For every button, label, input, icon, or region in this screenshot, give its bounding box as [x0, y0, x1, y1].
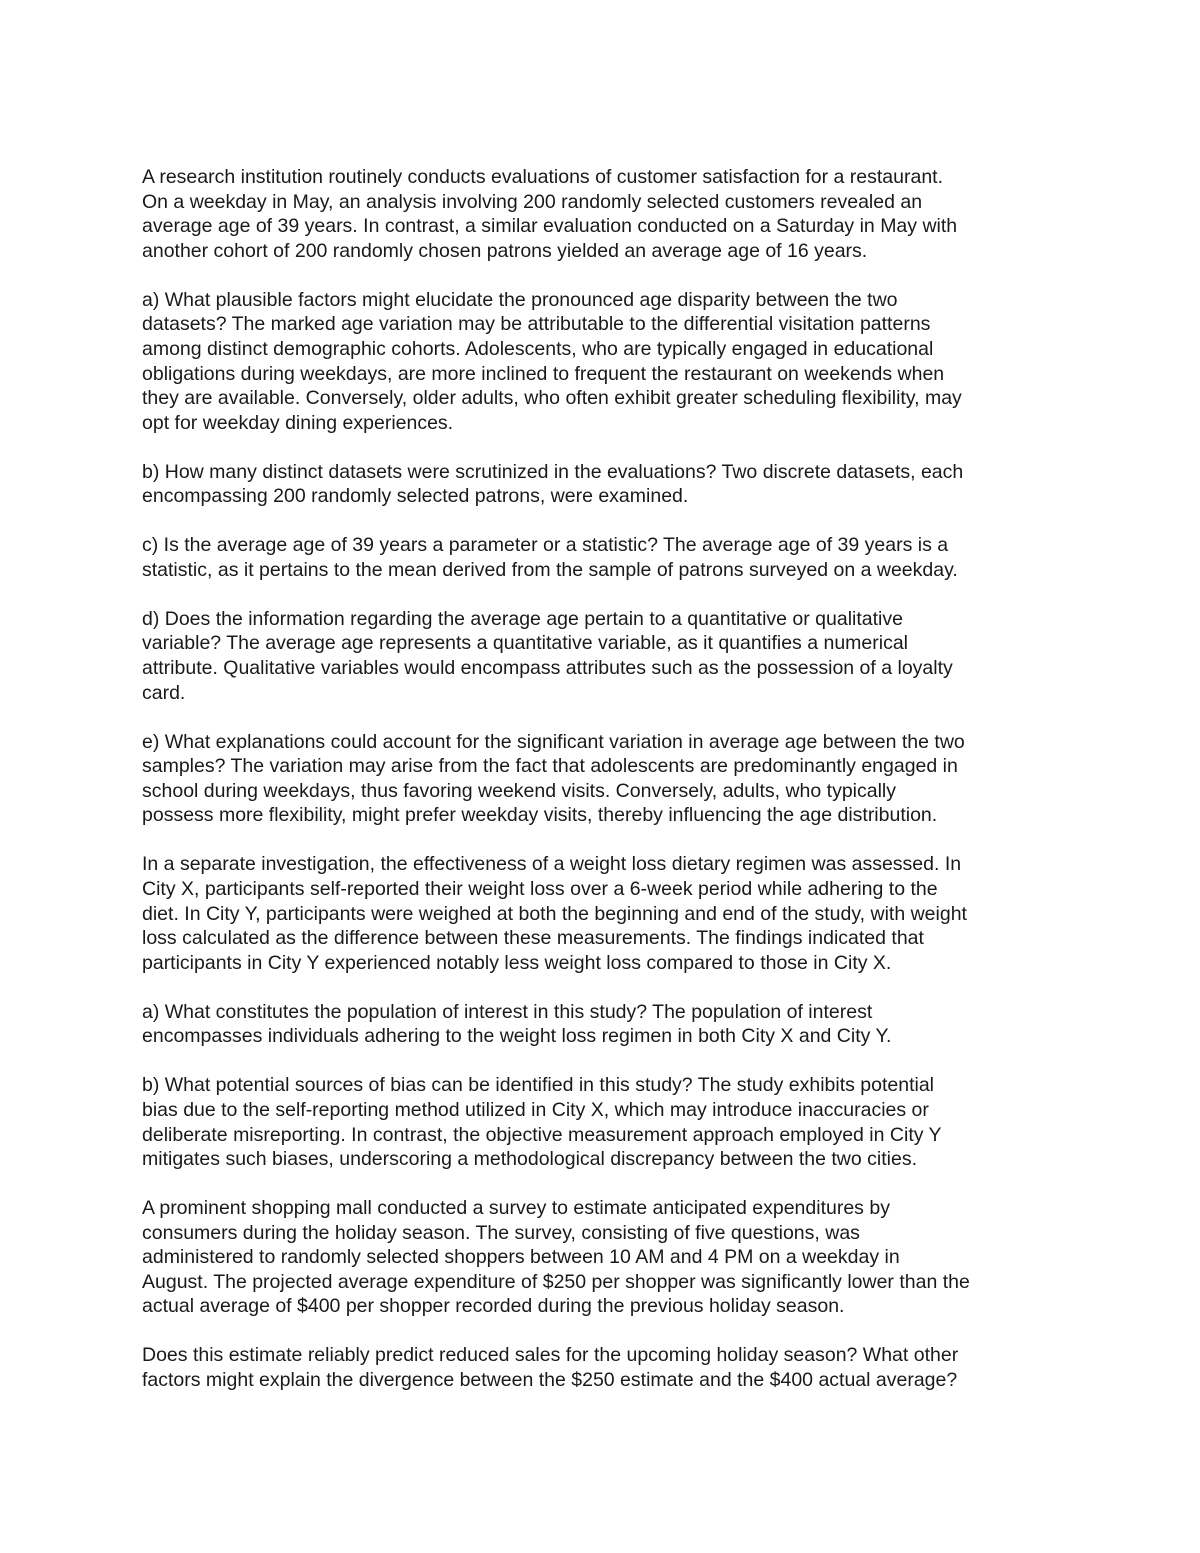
paragraph-shopping-mall-intro: A prominent shopping mall conducted a survey to estimate anticipated expenditures by consumers during the holiday season. The survey, consisting of five questions, was administered to randomly selected shoppers between 10 AM and 4 PM on a weekday in August. The projected average expenditure of $250 per shopper was significantly lower than the actual average of $400 per shopper recorded during the previous holiday season. [142, 1197, 970, 1318]
paragraph-question-a-age-disparity: a) What plausible factors might elucidate the pronounced age disparity between the two datasets? The marked age variation may be attributable to the differential visitation patterns among distinct demographic cohorts. Adolescents, who are typically engaged in educational obligations during weekdays, are more inclined to frequent the restaurant on weekends when they are available. Conversely, older adults, who often exhibit greater scheduling flexibility, may opt for weekday dining experiences. [142, 288, 962, 434]
paragraph-question-d-variable-type: d) Does the information regarding the average age pertain to a quantitative or qualitative variable? The average age represents a quantitative variable, as it quantifies a numerical attribute. Qualitative variables would encompass attributes such as the possession of a loyalty card. [142, 607, 953, 704]
paragraph-question-b-bias: b) What potential sources of bias can be identified in this study? The study exhibits potential bias due to the self-reporting method utilized in City X, which may introduce inaccuracies or deliberate misreporting. In contrast, the objective measurement approach employed in City Y mitigates such biases, underscoring a methodological discrepancy between the two cities. [142, 1074, 942, 1171]
paragraph-restaurant-intro: A research institution routinely conducts evaluations of customer satisfaction for a restaurant. On a weekday in May, an analysis involving 200 randomly selected customers revealed an average age of 39 years. In contrast, a similar evaluation conducted on a Saturday in May with another cohort of 200 randomly chosen patrons yielded an average age of 16 years. [142, 166, 958, 262]
paragraph-weight-loss-intro: In a separate investigation, the effectiveness of a weight loss dietary regimen was assessed. In City X, participants self-reported their weight loss over a 6-week period while adhering to the diet. In City Y, participants were weighed at both the beginning and end of the study, with weight loss calculated as the difference between these measurements. The findings indicated that participants in City Y experienced notably less weight loss compared to those in City X. [142, 853, 967, 974]
paragraph-shopping-mall-question: Does this estimate reliably predict reduced sales for the upcoming holiday season? What other factors might explain the divergence between the $250 estimate and the $400 actual average? [142, 1344, 959, 1392]
paragraph-question-a-population: a) What constitutes the population of interest in this study? The population of interest encompasses individuals adhering to the weight loss regimen in both City X and City Y. [142, 1000, 892, 1048]
document-body [142, 165, 1072, 1393]
paragraph-question-b-datasets: b) How many distinct datasets were scrutinized in the evaluations? Two discrete datasets, each encompassing 200 randomly selected patrons, were examined. [142, 460, 964, 508]
paragraph-question-e-variation: e) What explanations could account for the significant variation in average age between the two samples? The variation may arise from the fact that adolescents are predominantly engaged in school during weekdays, thus favoring weekend visits. Conversely, adults, who typically possess more flexibility, might prefer weekday visits, thereby influencing the age distribution. [142, 730, 965, 827]
paragraph-question-c-parameter-statistic: c) Is the average age of 39 years a parameter or a statistic? The average age of 39 years is a statistic, as it pertains to the mean derived from the sample of patrons surveyed on a weekday. [142, 534, 958, 581]
